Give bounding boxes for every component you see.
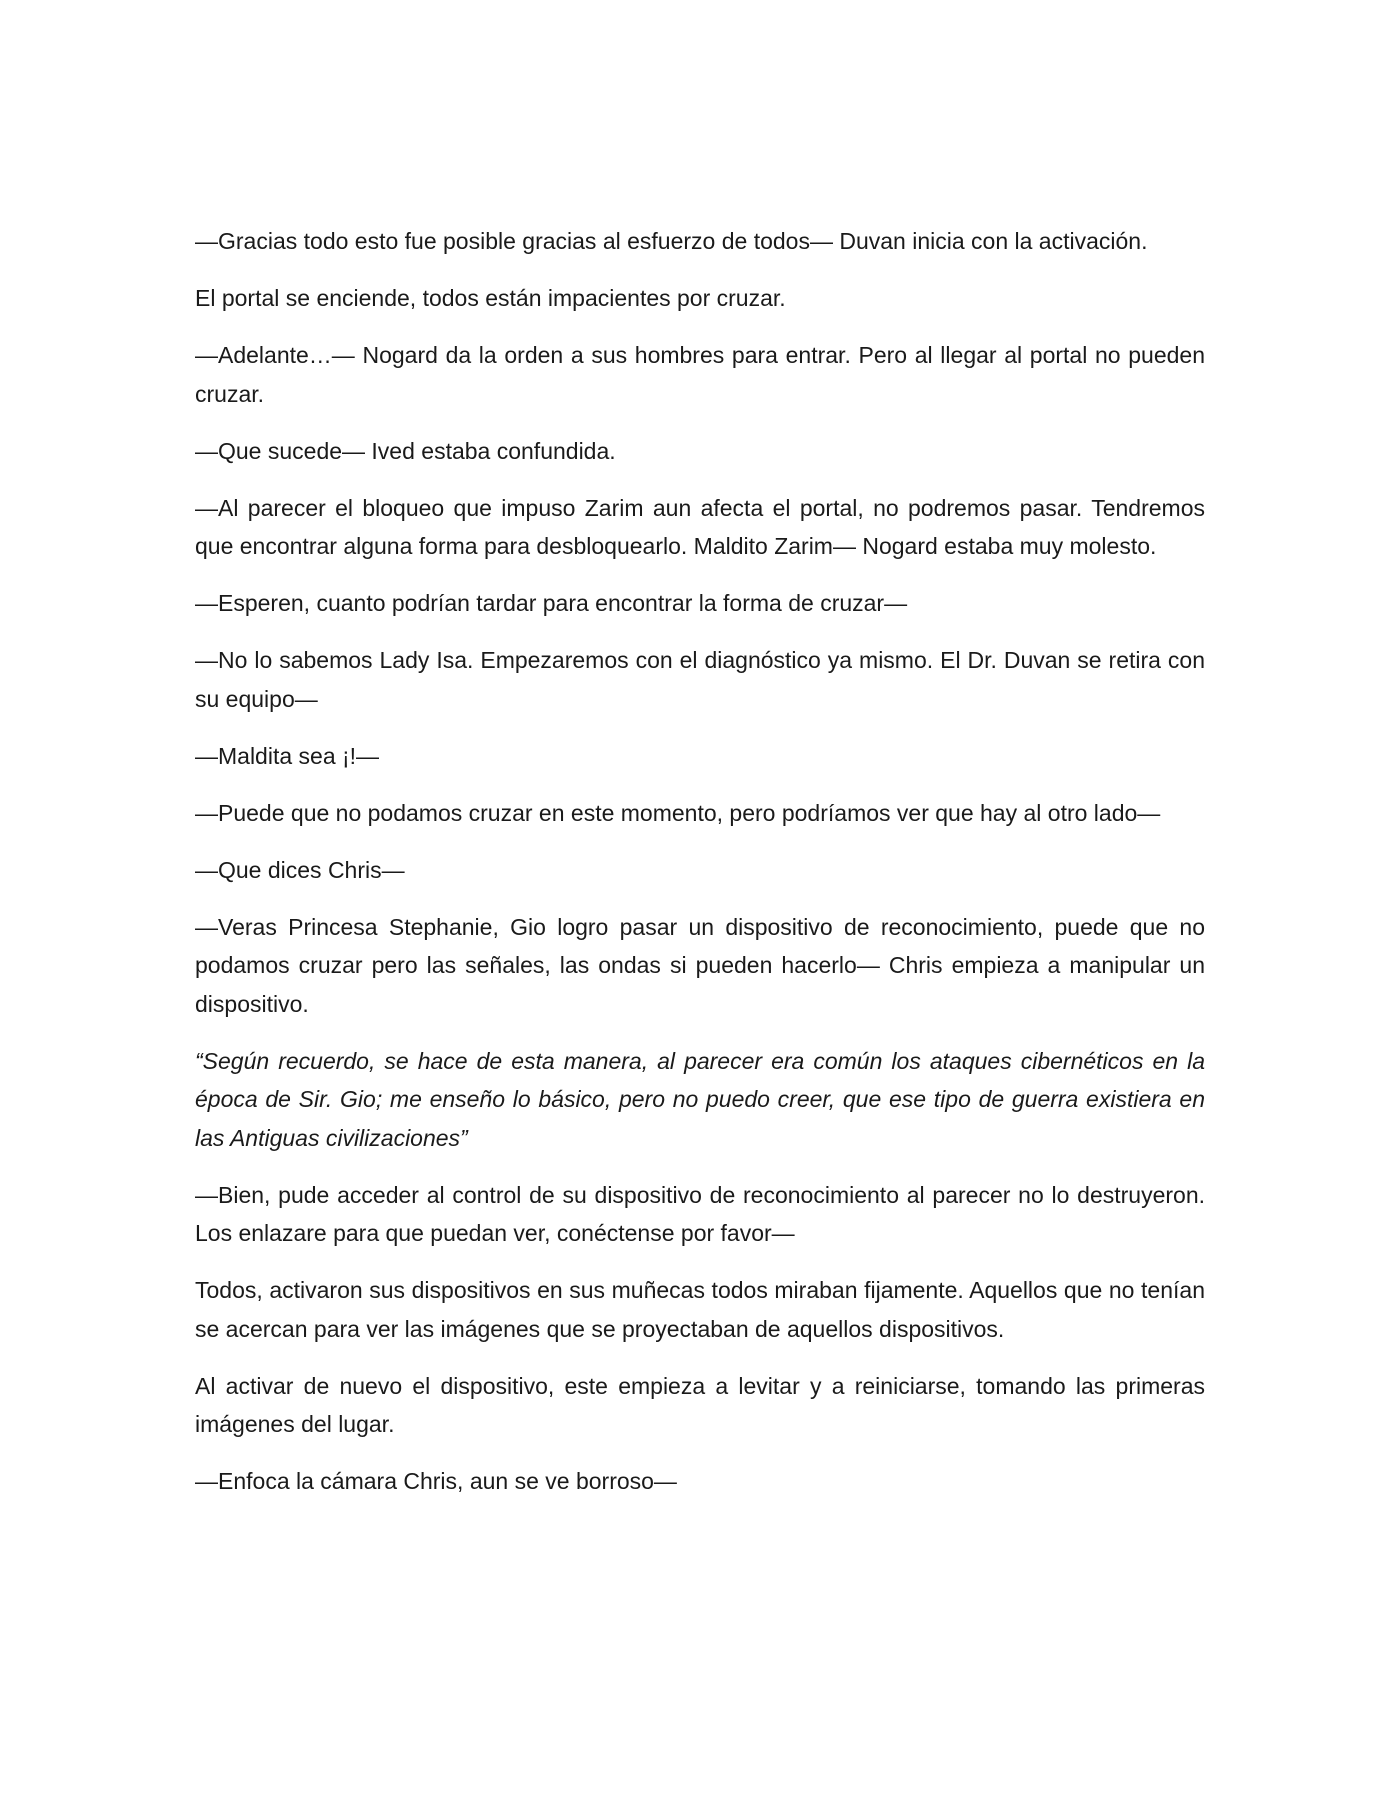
paragraph: El portal se enciende, todos están impacientes por cruzar. <box>195 285 786 311</box>
paragraph: Al activar de nuevo el dispositivo, este empieza a levitar y a reiniciarse, tomando las primeras imágenes del lugar. <box>195 1372 1205 1437</box>
italic-thought-paragraph: “Según recuerdo, se hace de esta manera, al parecer era común los ataques cibernéticos en la época de Sir. Gio; me enseño lo básico, pero no puedo creer, que ese tipo de guerra existiera en las Antiguas civilizaciones” <box>195 1047 1205 1151</box>
paragraph: —Que sucede— Ived estaba confundida. <box>195 437 616 464</box>
paragraph: —Gracias todo esto fue posible gracias al esfuerzo de todos— Duvan inicia con la activación. <box>195 228 1148 254</box>
paragraph: —Esperen, cuanto podrían tardar para encontrar la forma de cruzar— <box>195 590 908 616</box>
paragraph: —Veras Princesa Stephanie, Gio logro pasar un dispositivo de reconocimiento, puede que no podamos cruzar pero las señales, las ondas si pueden hacerlo— Chris empieza a manipular un dispositivo. <box>195 913 1205 1017</box>
paragraph: —Puede que no podamos cruzar en este momento, pero podríamos ver que hay al otro lado— <box>195 799 1161 826</box>
document-body <box>195 222 1205 1519</box>
paragraph: —Adelante…— Nogard da la orden a sus hombres para entrar. Pero al llegar al portal no pueden cruzar. <box>195 342 1205 407</box>
paragraph: —No lo sabemos Lady Isa. Empezaremos con el diagnóstico ya mismo. El Dr. Duvan se retira con su equipo— <box>195 647 1205 712</box>
paragraph: —Al parecer el bloqueo que impuso Zarim aun afecta el portal, no podremos pasar. Tendremos que encontrar alguna forma para desbloquearlo. Maldito Zarim— Nogard estaba muy molesto. <box>195 494 1205 559</box>
paragraph: Todos, activaron sus dispositivos en sus muñecas todos miraban fijamente. Aquellos que no tenían se acercan para ver las imágenes que se proyectaban de aquellos dispositivos. <box>195 1277 1205 1342</box>
paragraph: —Maldita sea ¡!— <box>195 742 380 769</box>
paragraph: —Enfoca la cámara Chris, aun se ve borroso— <box>195 1468 677 1494</box>
paragraph: —Bien, pude acceder al control de su dispositivo de reconocimiento al parecer no lo destruyeron. Los enlazare para que puedan ver, conéctense por favor— <box>195 1181 1205 1246</box>
paragraph: —Que dices Chris— <box>195 856 405 883</box>
